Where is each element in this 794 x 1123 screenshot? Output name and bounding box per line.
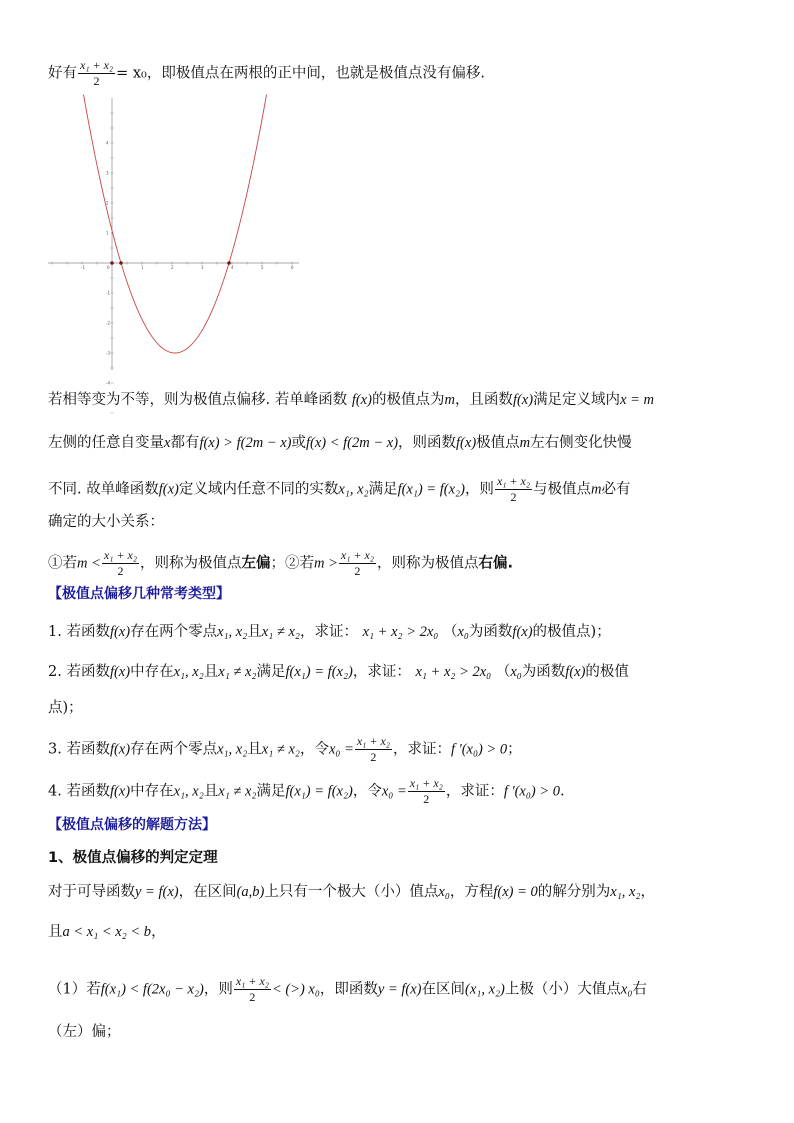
text: 或 [291,435,306,451]
paragraph-line-1 [48,390,654,410]
fraction [78,58,115,89]
text: （ [495,664,511,680]
math: x₀ = [328,741,354,758]
math: f(x) < f(2m − x) [305,435,399,451]
math: f '(x₀) > 0 [450,741,508,758]
paragraph-line-2 [48,433,632,453]
text: 的极值 [585,664,629,680]
intro-line [48,58,485,89]
math: f(x) [109,664,131,680]
x-tick-label: 2 [171,265,174,270]
math: x₀ [438,884,450,900]
math: f(x₁) = f(x₂) [397,481,465,498]
text: 对于可导函数 [48,884,135,900]
text: ，则函数 [398,435,457,451]
subsection-title: 1、极值点偏移的判定定理 [48,850,218,866]
text: ，则称为极值点 [376,555,479,572]
text: 且 [48,924,63,940]
bold-text: 左偏 [241,555,271,572]
fraction-denominator: 2 [423,792,430,806]
graph-point [119,261,123,265]
fraction-denominator: 2 [93,74,100,88]
fraction-denominator: 2 [370,750,377,764]
math: (a,b) [236,884,265,900]
text: 且 [247,624,262,640]
math: f(x₁) < f(2x₀ − x₂) [100,981,204,998]
math: f(x) [158,481,179,498]
text: 满足 [256,783,286,800]
text: 都有 [170,435,200,451]
x-tick-label: 5 [261,265,264,270]
math: f(x₁) = f(x₂) [285,664,353,680]
paragraph-line-4 [48,512,164,532]
math: m [444,392,455,408]
fraction [339,548,376,579]
text: 点)； [48,700,83,716]
text: 存在两个零点 [130,624,218,640]
y-tick-label: -1 [106,290,110,296]
type-item-2-cont [48,698,83,718]
origin-label: 0 [107,265,110,270]
math: f(x) > f(2m − x) [199,435,292,451]
math: m [519,435,531,451]
text: 与极值点 [533,481,592,498]
math: x₁, x₂ [173,783,204,800]
text: ，方程 [449,884,494,900]
text: 左侧的任意自变量 [48,435,164,451]
math: m < [77,555,101,572]
text: 的极值点为 [371,392,445,408]
math: m [591,481,602,498]
math: x₁, x₂ [173,664,204,680]
math: x₀ [457,624,469,640]
fraction [495,474,532,505]
text: 存在两个零点 [130,741,218,758]
text: 满足定义域内 [533,392,621,408]
y-tick-label: 4 [106,140,109,146]
fraction-numerator: x₁ + x₂ [235,974,269,988]
math: x₁ + x₂ > 2x₀ [415,664,492,680]
bold-text: 右偏. [478,555,513,572]
text: 满足 [368,481,398,498]
x-tick-label: 3 [201,265,204,270]
math: f(x) [512,624,533,640]
theorem-line-2 [48,922,166,942]
math: x₁, x₂ [217,741,248,758]
x-tick-label: 1 [141,265,144,270]
math: x₀ = [381,783,407,800]
math: x₁ + x₂ > 2x₀ [362,624,439,640]
fraction-denominator: 2 [249,990,256,1004]
x-tick-label: 6 [291,265,294,270]
fraction-denominator: 2 [117,564,124,578]
y-tick-label: -2 [106,320,110,326]
y-tick-label: 1 [106,230,109,236]
text: ，求证： [392,741,451,758]
math: f(x) [456,435,477,451]
text: 确定的大小关系： [48,514,164,530]
text: 4. 若函数 [48,783,110,800]
math: x₀ [620,981,633,998]
text: ，求证： [445,783,504,800]
text: 1. 若函数 [48,624,110,640]
text: （ [442,624,458,640]
math: x₀ [510,664,522,680]
text: ①若 [48,555,77,572]
math: x₁ ≠ x₂ [218,783,257,800]
text: = x₀，即极值点在两根的正中间，也就是极值点没有偏移. [116,65,485,82]
math: f(x) [351,392,372,408]
text: 且 [203,664,219,680]
math: < (>) x₀ [271,981,320,998]
fraction-numerator: x₁ + x₂ [103,548,137,562]
fraction-denominator: 2 [510,490,517,504]
math: x₁ ≠ x₂ [218,664,257,680]
text: 满足 [256,664,286,680]
math: x₁, x₂ [338,481,369,498]
math: (x₁, x₂) [465,981,505,998]
section-heading-methods: 【极值点偏移的解题方法】 [48,817,216,833]
text: ，则称为极值点 [139,555,242,572]
parabola-curve [84,95,267,353]
text: 左右侧变化快慢 [530,435,632,451]
theorem-case-1-cont [48,1022,121,1042]
fraction-numerator: x₁ + x₂ [340,548,374,562]
graph-point [227,261,231,265]
math: f(x) [565,664,586,680]
text: （左）偏； [48,1024,121,1040]
text: 若相等变为不等，则为极值点偏移. 若单峰函数 [48,392,348,408]
y-tick-label: -3 [106,350,110,356]
math: a < x₁ < x₂ < b [62,924,152,940]
math: f(x) [512,392,534,408]
text: ；②若 [270,555,314,572]
text: 且 [247,741,262,758]
math: x = m [620,392,655,408]
section-heading-types: 【极值点偏移几种常考类型】 [48,586,230,602]
math: x₁ ≠ x₂ [261,741,300,758]
text: 为函数 [521,664,566,680]
type-item-3 [48,734,522,765]
text: ； [507,741,522,758]
text: 的极值点)； [532,624,611,640]
text: 2. 若函数 [48,664,110,680]
math: x₁, x₂ [217,624,248,640]
text: 上只有一个极大（小）值点 [264,884,439,900]
text: ，令 [299,741,329,758]
text: ， [640,884,655,900]
parabola-graph [44,96,304,386]
math: f(x₁) = f(x₂) [285,783,353,800]
text: 在区间 [421,981,466,998]
text: 极值点 [476,435,520,451]
text: . [560,783,565,800]
math: x₁, x₂ [610,884,641,900]
y-tick-label: 3 [106,170,109,176]
y-tick-label: 2 [106,200,109,206]
y-tick-label: -4 [106,380,110,386]
math: y = f(x) [135,884,179,900]
text: 定义域内任意不同的实数 [178,481,339,498]
text: ，且函数 [454,392,513,408]
text: ，则 [203,981,233,998]
text: 好有 [48,65,77,82]
cases-line [48,548,513,579]
math: f '(x₀) > 0 [503,783,561,800]
graph-axes [48,98,299,413]
math: m > [313,555,338,572]
text: （1）若 [48,981,101,998]
graph-point [110,261,114,265]
fraction-numerator: x₁ + x₂ [496,474,531,488]
text: 为函数 [468,624,513,640]
text: ，即函数 [319,981,378,998]
math: f(x) [109,783,131,800]
fraction [355,734,392,765]
text: 3. 若函数 [48,741,110,758]
fraction-numerator: x₁ + x₂ [80,58,114,72]
theorem-line-1 [48,882,655,902]
type-item-2 [48,662,629,682]
text: 且 [203,783,219,800]
math: y = f(x) [377,981,422,998]
text: 不同. 故单峰函数 [48,481,159,498]
theorem-case-1 [48,974,647,1005]
fraction-denominator: 2 [354,564,361,578]
text: 右 [632,981,647,998]
text: ，令 [352,783,382,800]
math: f(x) = 0 [493,884,538,900]
fraction [408,776,445,807]
math: x [164,435,171,451]
fraction [102,548,139,579]
type-item-4 [48,776,565,807]
fraction-numerator: x₁ + x₂ [409,776,443,790]
math: x₁ ≠ x₂ [261,624,300,640]
paragraph-line-3 [48,474,631,505]
text: ，求证： [352,664,411,680]
fraction [234,974,271,1005]
text: ，则 [464,481,494,498]
text: ，求证： [299,624,358,640]
type-item-1 [48,622,611,642]
math: f(x) [109,624,131,640]
text: ，在区间 [178,884,237,900]
text: 的解分别为 [537,884,611,900]
math: f(x) [109,741,131,758]
x-tick-label: -1 [81,265,85,270]
fraction-numerator: x₁ + x₂ [356,734,390,748]
x-tick-label: 4 [231,265,234,270]
text: 必有 [601,481,631,498]
text: 上极（小）大值点 [504,981,621,998]
text: ， [151,924,166,940]
text: 中存在 [130,783,174,800]
text: 中存在 [130,664,174,680]
